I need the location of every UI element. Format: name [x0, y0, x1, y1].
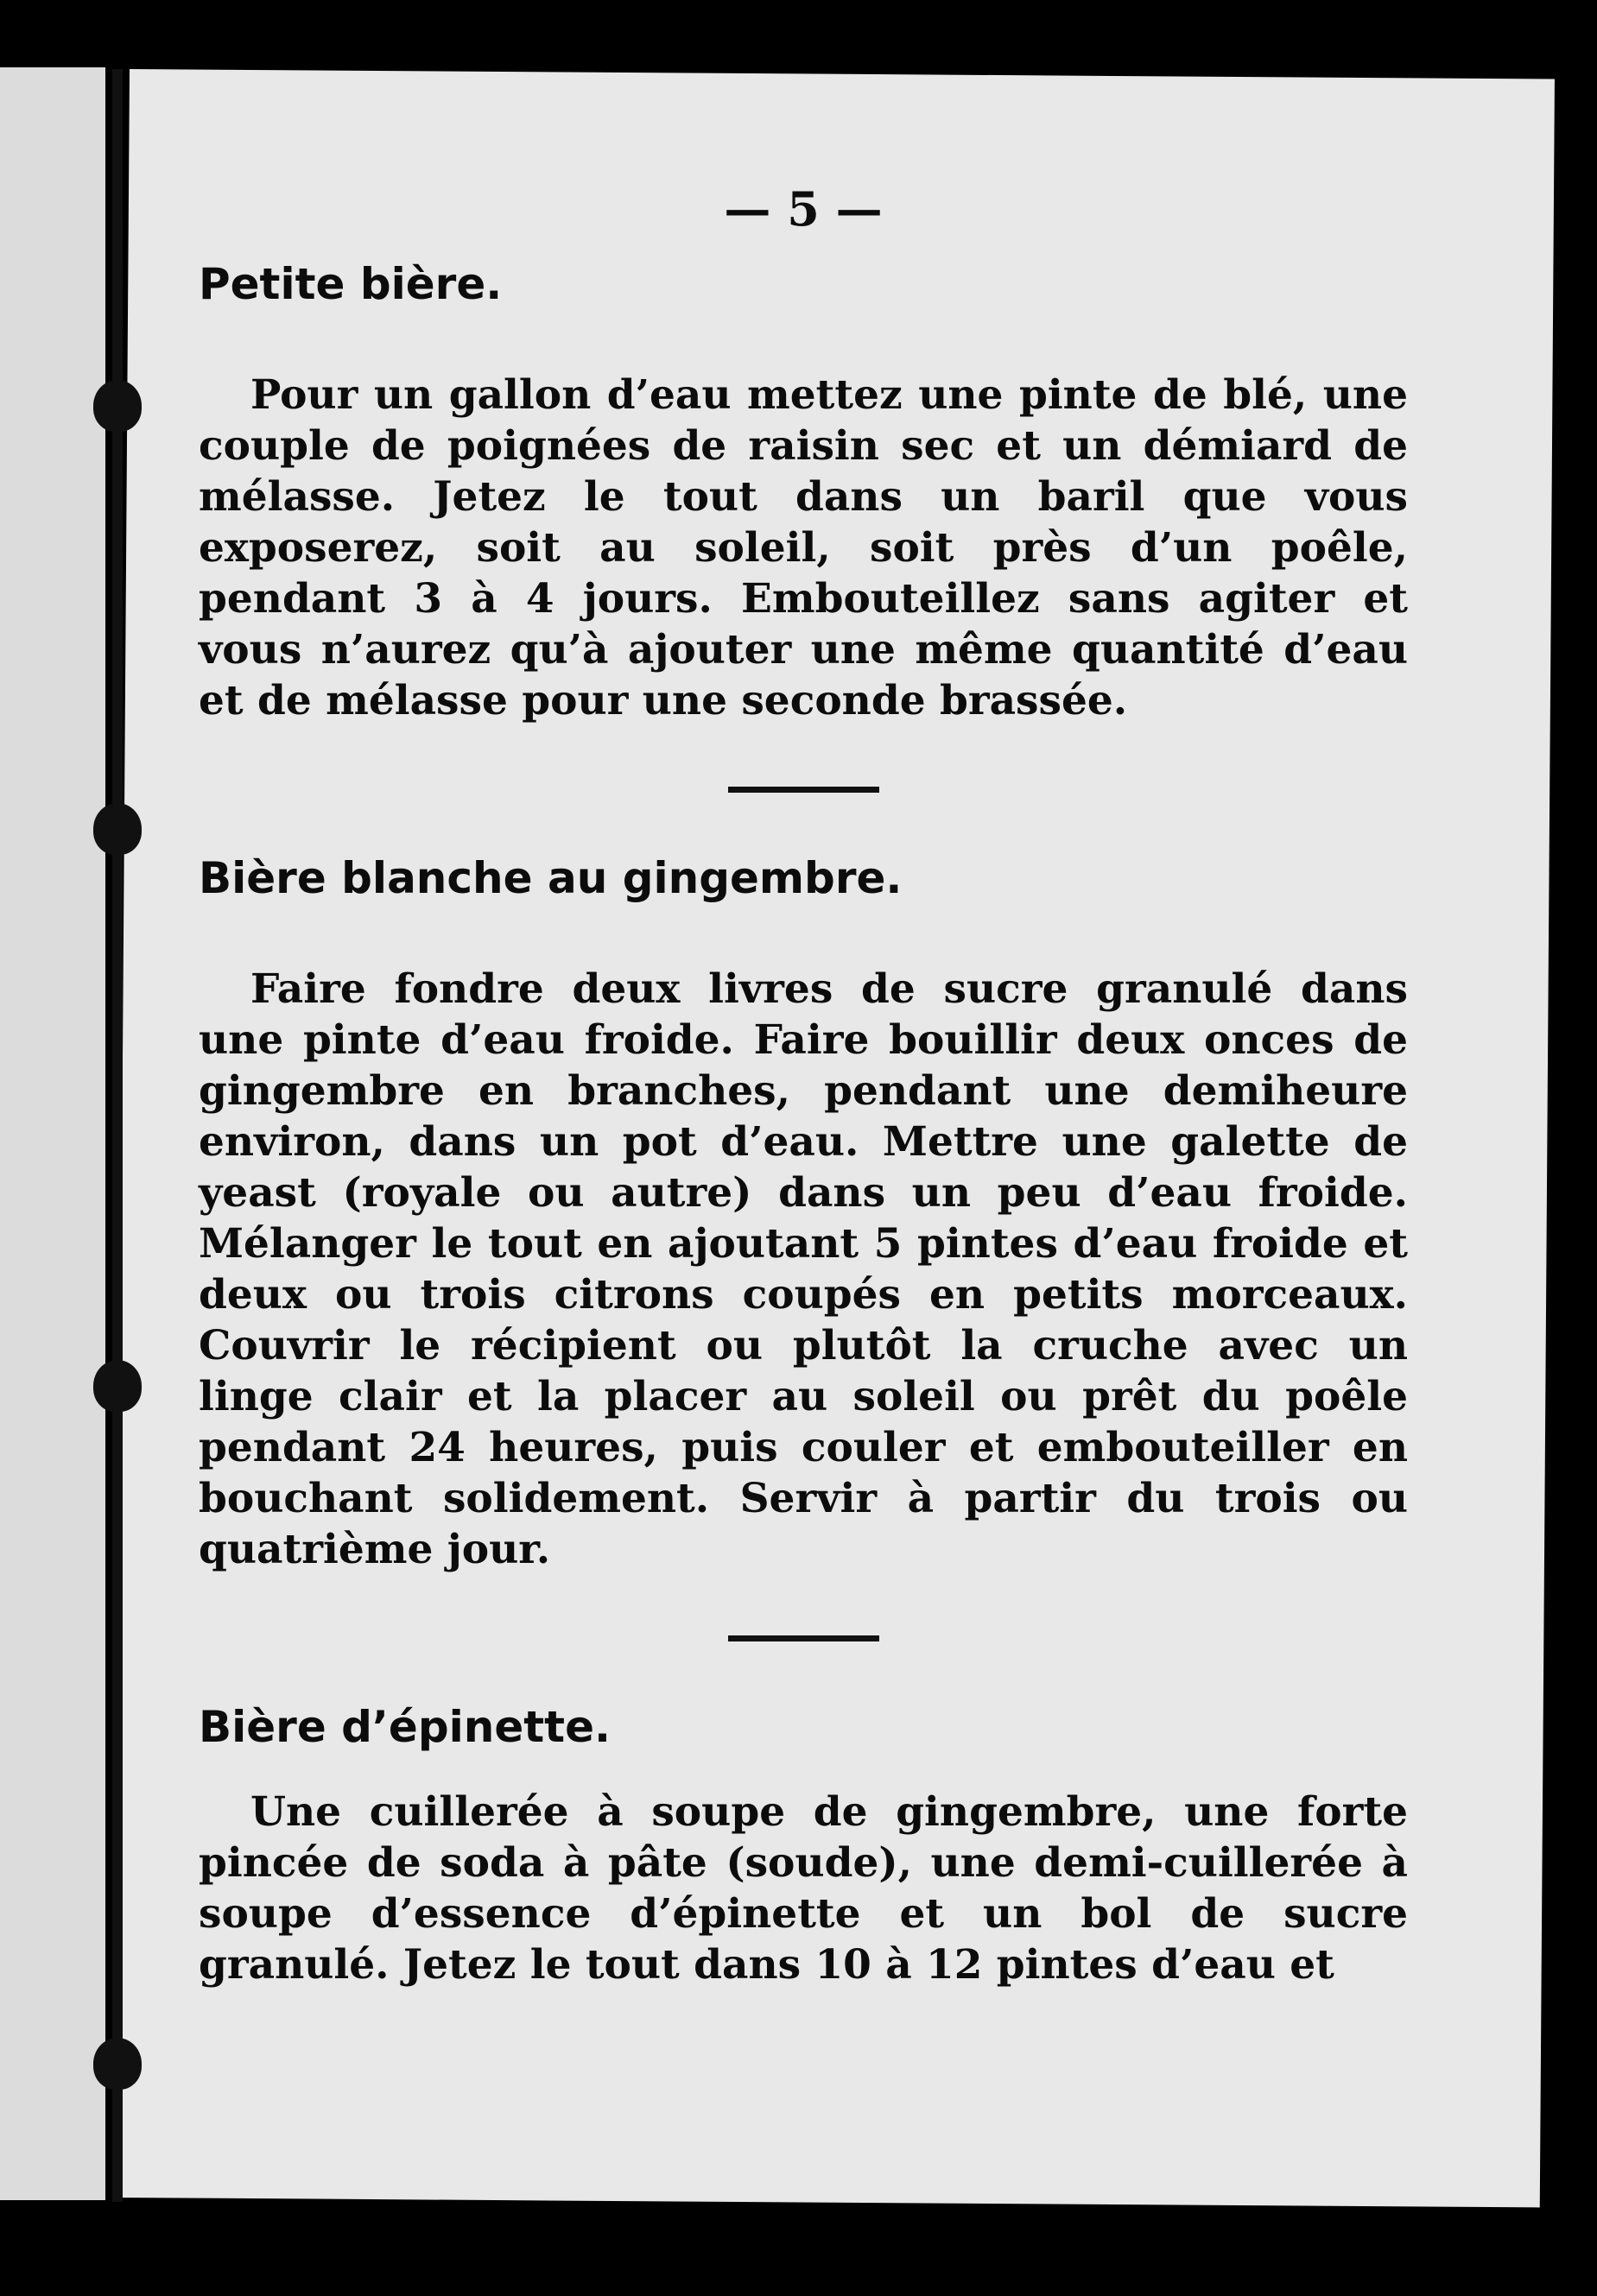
stitch-knot — [93, 380, 142, 432]
stitch-knot — [93, 803, 142, 855]
page-text — [199, 181, 1408, 1990]
section-divider — [728, 787, 879, 793]
recipe-title: Bière d’épinette. — [199, 1702, 611, 1752]
page-number: — 5 — — [724, 181, 883, 237]
recipe-text: Pour un gallon d’eau mettez une pinte de blé, une couple de poignées de raisin sec et un démiard de mélasse. Jetez le tout dans un baril que vous exposerez, soit au soleil, soit près d’un poêle, pendant 3 à 4 jours. Embouteillez sans agiter et vous n’aurez qu’à ajouter une même quantité d’eau et de mélasse pour une seconde brassée. — [199, 371, 1408, 724]
recipe-biere-blanche — [199, 853, 1408, 1575]
recipe-title: Petite bière. — [199, 259, 503, 309]
recipe-petite-biere — [199, 259, 1408, 726]
section-divider — [728, 1635, 879, 1641]
binding-margin — [0, 67, 105, 2200]
recipe-text: Une cuillerée à soupe de gingembre, une forte pincée de soda à pâte (soude), une demi-cuillerée à soupe d’essence d’épinette et un bol de sucre granulé. Jetez le tout dans 10 à 12 pintes d’eau et — [199, 1788, 1408, 1989]
stitch-knot — [93, 2038, 142, 2090]
stitch-knot — [93, 1360, 142, 1412]
recipe-text: Faire fondre deux livres de sucre granulé dans une pinte d’eau froide. Faire bouillir deux onces de gingembre en branches, pendant une demiheure environ, dans un pot d’eau. Mettre une galette de yeast (royale ou autre) dans un peu d’eau froide. Mélanger le tout en ajoutant 5 pintes d’eau froide et deux ou trois citrons coupés en petits morceaux. Couvrir le récipient ou plutôt la cruche avec un linge clair et la placer au soleil ou prêt du poêle pendant 24 heures, puis couler et embouteiller en bouchant solidement. Servir à partir du trois ou quatrième jour. — [199, 965, 1408, 1573]
recipe-biere-epinette — [199, 1702, 1408, 1990]
recipe-title: Bière blanche au gingembre. — [199, 853, 903, 903]
